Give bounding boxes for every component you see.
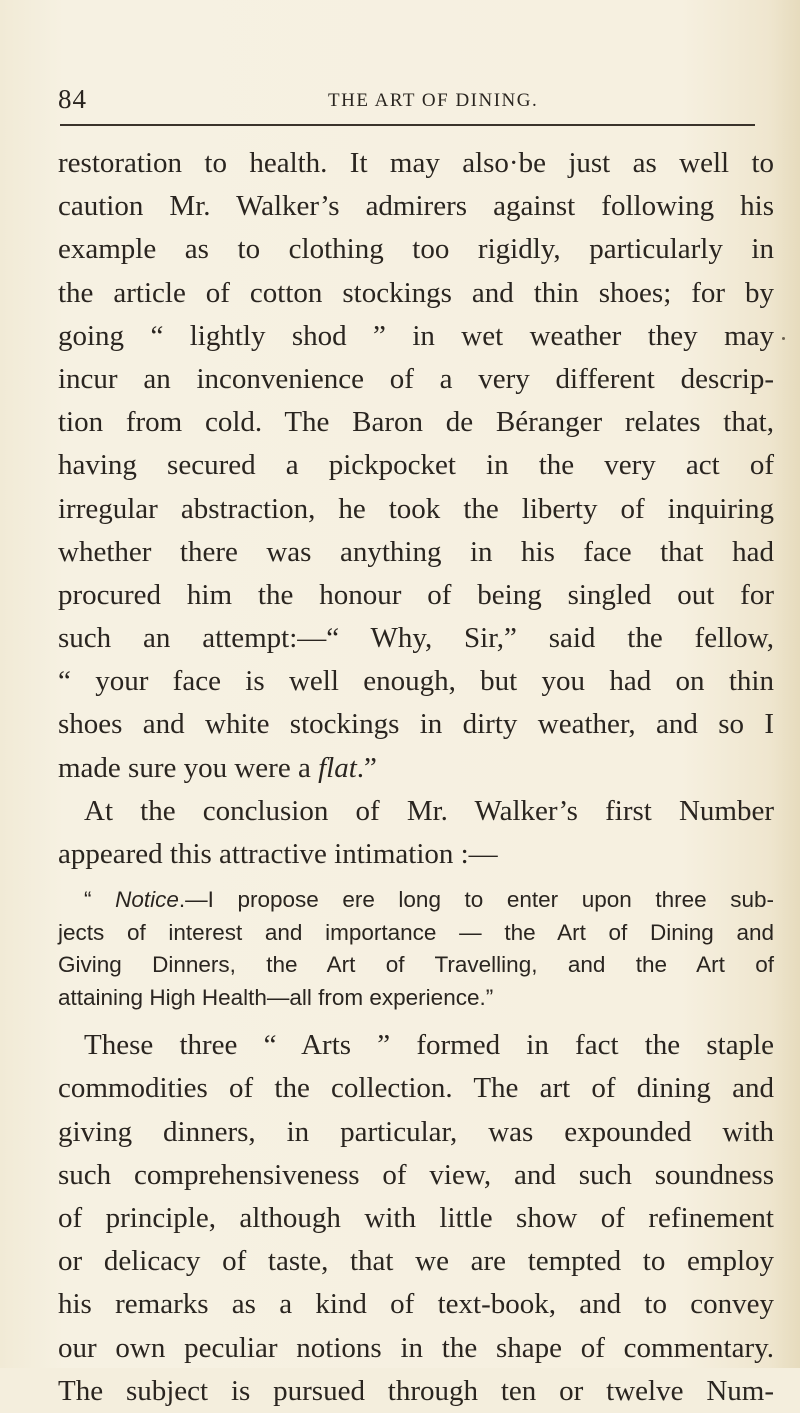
text-line: going “ lightly shod ” in wet weather they may	[58, 319, 774, 352]
text-line: such comprehensiveness of view, and such soundness	[58, 1158, 774, 1191]
text-line: or delicacy of taste, that we are tempted to employ	[58, 1245, 774, 1278]
text-line: whether there was anything in his face that had	[58, 535, 774, 568]
text-line: caution Mr. Walker’s admirers against following his	[58, 190, 774, 223]
body-text	[58, 142, 774, 1413]
text-line: restoration to health. It may also·be just as well to	[58, 147, 774, 179]
text-line: his remarks as a kind of text-book, and to convey	[58, 1288, 774, 1321]
header-rule	[60, 124, 755, 126]
paragraph-restoration	[58, 142, 774, 790]
text-line: shoes and white stockings in dirty weather, and so I	[58, 708, 774, 741]
italic-text: Notice	[115, 887, 179, 913]
text-line: commodities of the collection. The art of dining and	[58, 1072, 774, 1105]
text-line: such an attempt:—“ Why, Sir,” said the fellow,	[58, 622, 774, 655]
notice-line: jects of interest and importance — the Art of Dining and	[58, 919, 774, 945]
text-line: tion from cold. The Baron de Béranger relates that,	[58, 406, 774, 439]
text-line: example as to clothing too rigidly, particularly in	[58, 233, 774, 266]
paragraph-conclusion	[58, 790, 774, 876]
text-line: our own peculiar notions in the shape of commentary.	[58, 1331, 774, 1364]
text-line: the article of cotton stockings and thin shoes; for by	[58, 276, 774, 309]
text-line: irregular abstraction, he took the liberty of inquiring	[58, 492, 774, 525]
margin-mark	[782, 337, 785, 340]
text-line: appeared this attractive intimation :—	[58, 838, 498, 870]
text-line: made sure you were a flat.”	[58, 751, 377, 784]
text-line: The subject is pursued through ten or twelve Num-	[58, 1374, 774, 1407]
page-number: 84	[58, 84, 87, 114]
notice-line: attaining High Health—all from experience.”	[58, 984, 494, 1010]
text-line: At the conclusion of Mr. Walker’s first Number	[84, 794, 774, 827]
text-line: procured him the honour of being singled out for	[58, 578, 774, 611]
text-line: “ your face is well enough, but you had on thin	[58, 665, 774, 698]
text-line: having secured a pickpocket in the very act of	[58, 449, 774, 482]
text-line: giving dinners, in particular, was expounded with	[58, 1115, 774, 1148]
text-line: These three “ Arts ” formed in fact the staple	[84, 1029, 774, 1062]
notice-line: Giving Dinners, the Art of Travelling, and the Art of	[58, 952, 774, 978]
notice-quotation	[58, 884, 774, 1014]
running-head: THE ART OF DINING.	[328, 90, 539, 111]
italic-text: flat	[318, 751, 357, 784]
notice-line: “ Notice.—I propose ere long to enter upon three sub-	[84, 887, 774, 913]
paragraph-three-arts	[58, 1024, 774, 1413]
page-header	[58, 84, 758, 124]
text-line: incur an inconvenience of a very different descrip-	[58, 362, 774, 395]
text-line: of principle, although with little show of refinement	[58, 1201, 774, 1234]
